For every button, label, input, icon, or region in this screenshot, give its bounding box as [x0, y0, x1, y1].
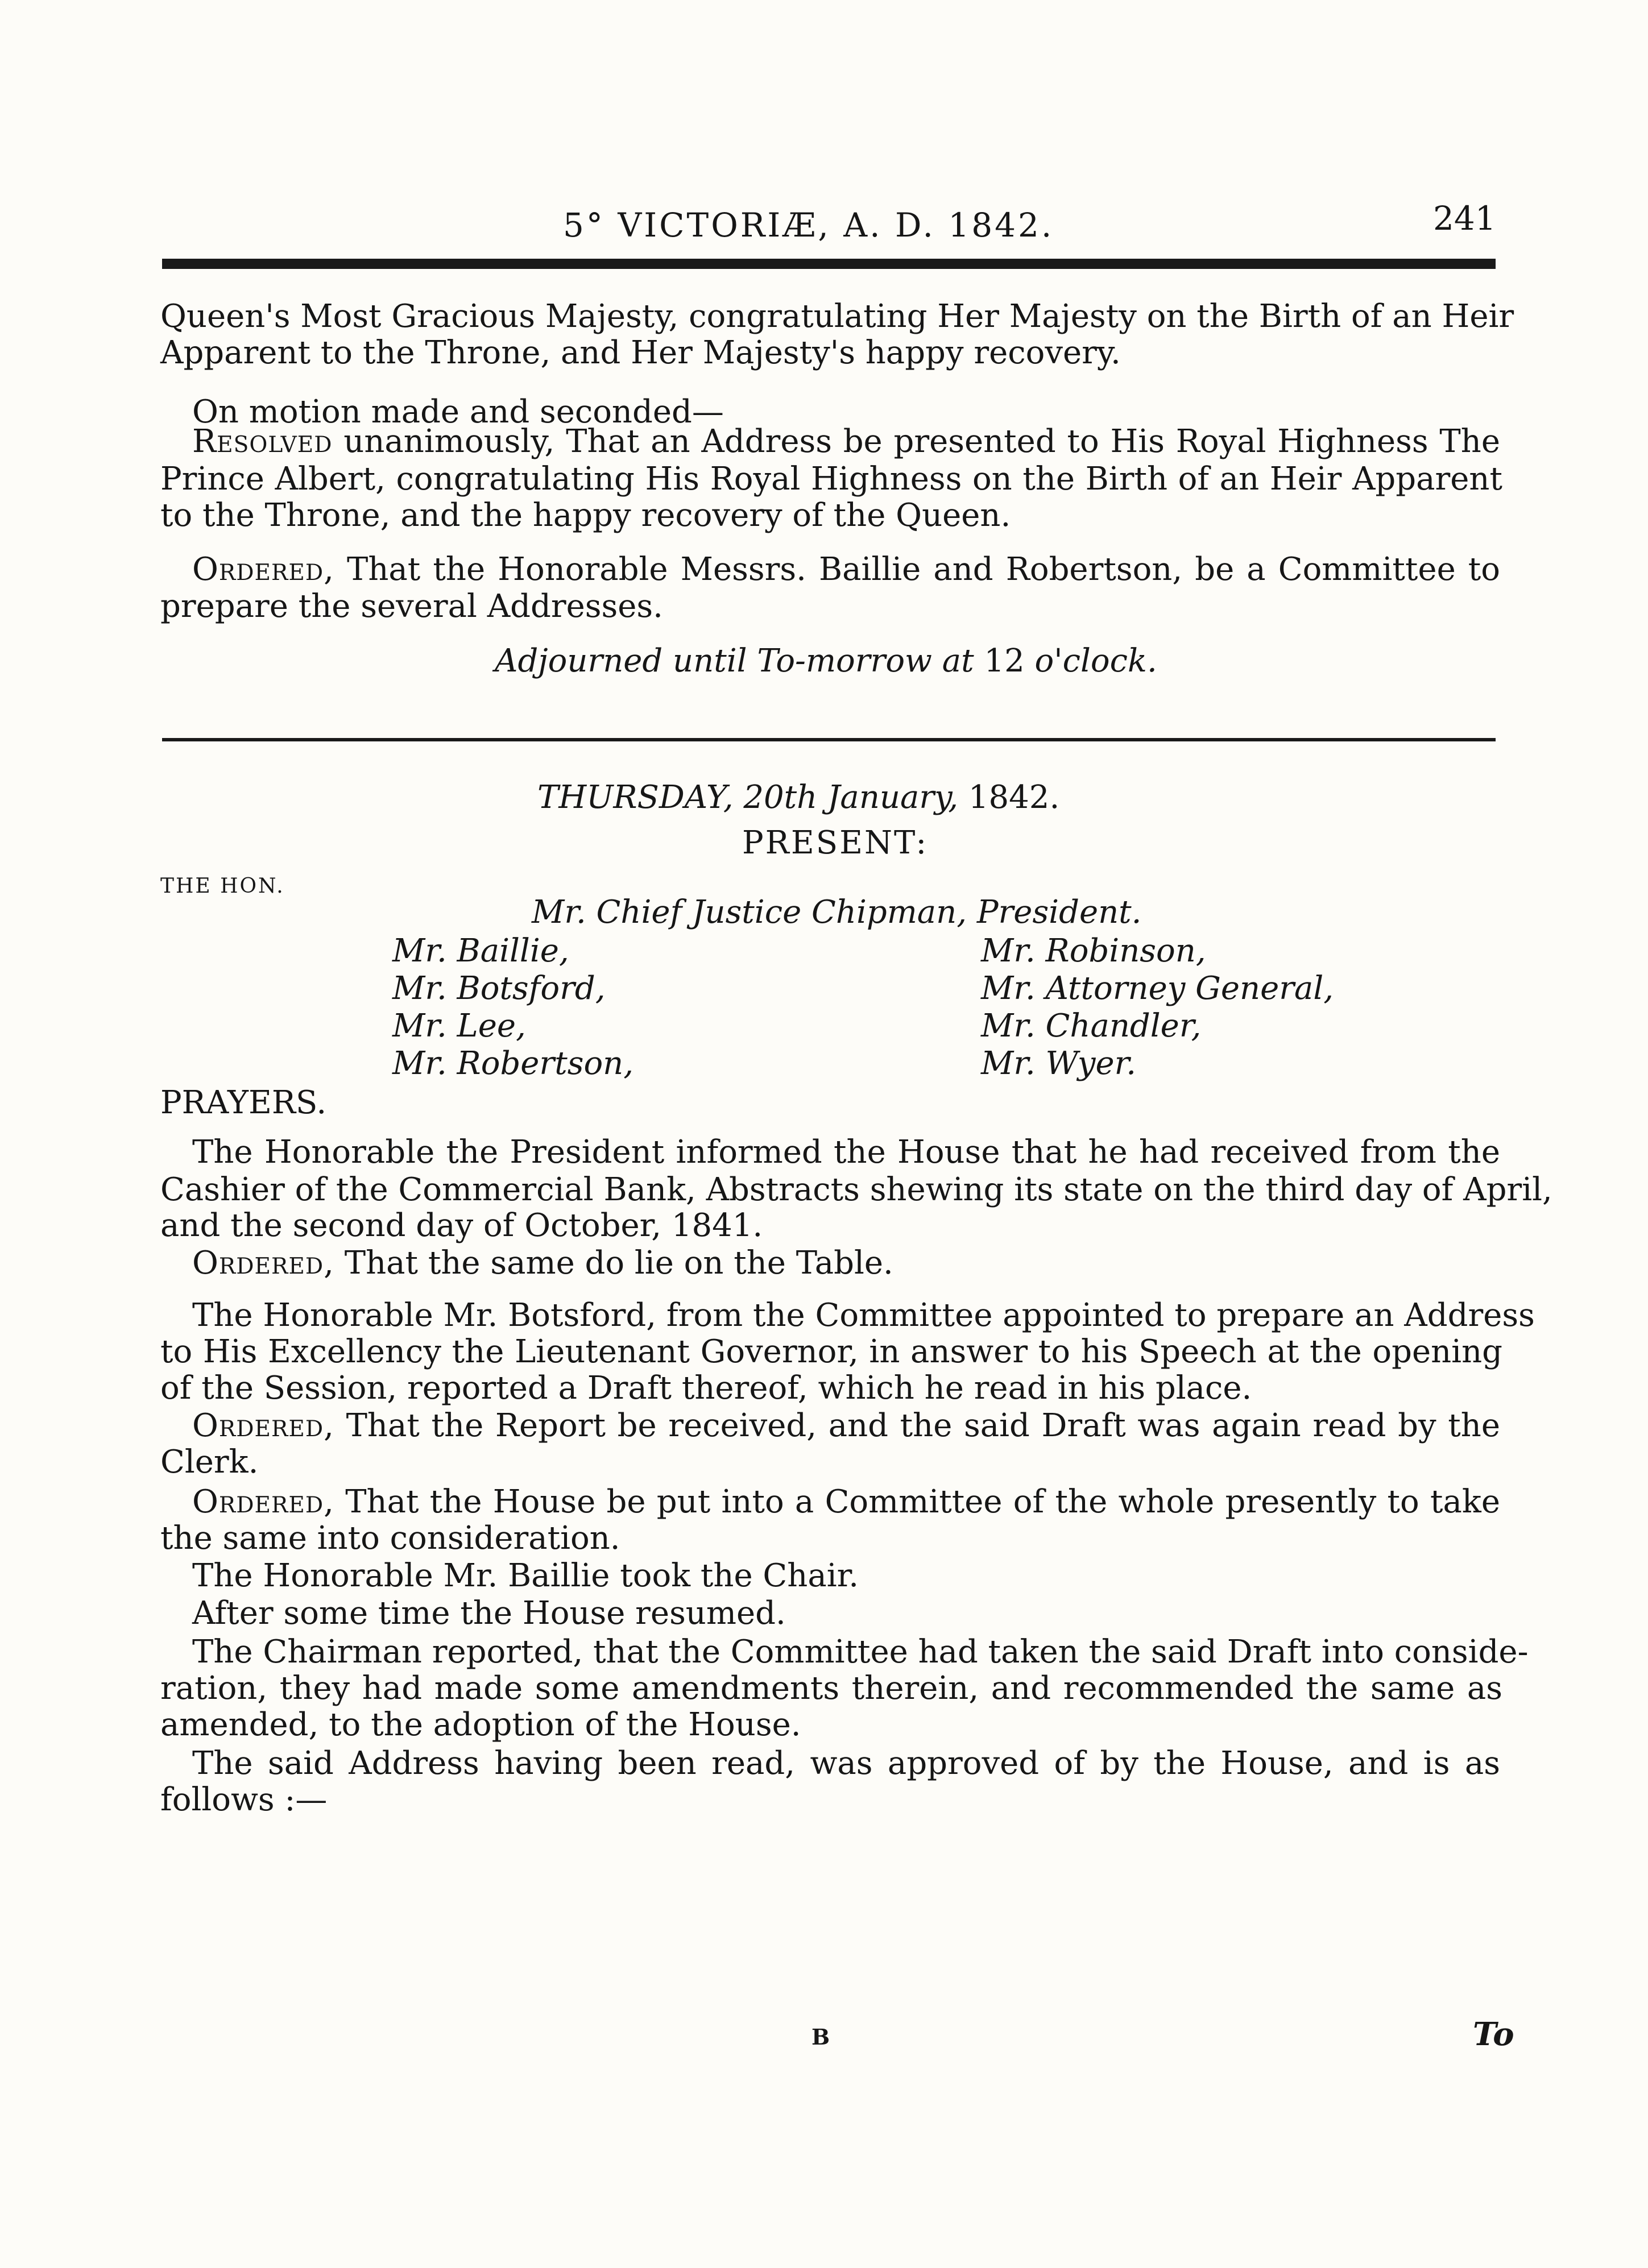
ordered-label: Ordered, [192, 1245, 334, 1282]
address-line-2: Apparent to the Throne, and Her Majesty's happy recovery. [160, 334, 1121, 371]
address-approved-line-2: follows :— [160, 1781, 328, 1818]
ordered-committee-whole-line-1: Ordered, That the House be put into a Committee of the whole presently to take [192, 1483, 1501, 1520]
page-number: 241 [1433, 199, 1496, 238]
ordered-committee-line-1: Ordered, That the Honorable Messrs. Baillie and Robertson, be a Committee to [192, 551, 1500, 588]
address-line-1: Queen's Most Gracious Majesty, congratulating Her Majesty on the Birth of an Heir [160, 298, 1514, 335]
ordered-label: Ordered, [192, 551, 334, 588]
botsford-line-1: The Honorable Mr. Botsford, from the Committee appointed to prepare an Address [192, 1297, 1535, 1334]
member-right-1: Mr. Robinson, [981, 932, 1206, 969]
motion-line: On motion made and seconded— [192, 393, 724, 430]
president-bank-line-2: Cashier of the Commercial Bank, Abstracts shewing its state on the third day of April, [160, 1171, 1552, 1208]
member-left-3: Mr. Lee, [392, 1007, 526, 1044]
president-line: Mr. Chief Justice Chipman, President. [532, 894, 1142, 931]
chairman-report-line-1: The Chairman reported, that the Committee had taken the said Draft into conside- [192, 1633, 1529, 1670]
member-left-2: Mr. Botsford, [392, 970, 606, 1007]
signature-mark: B [811, 2024, 832, 2050]
resolved-line-3: to the Throne, and the happy recovery of the Queen. [160, 497, 1011, 534]
resolved-line-2: Prince Albert, congratulating His Royal Highness on the Birth of an Heir Apparent [160, 461, 1502, 497]
sitting-date: THURSDAY, 20th January, 1842. [537, 779, 1060, 816]
ordered-committee-line-2: prepare the several Addresses. [160, 588, 663, 625]
member-right-2: Mr. Attorney General, [981, 970, 1334, 1007]
member-left-1: Mr. Baillie, [392, 932, 569, 969]
resolved-label: Resolved [192, 423, 333, 460]
resumed-line: After some time the House resumed. [192, 1595, 786, 1632]
chairman-report-line-3: amended, to the adoption of the House. [160, 1706, 801, 1743]
president-bank-line-1: The Honorable the President informed the House that he had received from the [192, 1134, 1500, 1171]
section-rule [162, 738, 1496, 741]
president-bank-line-3: and the second day of October, 1841. [160, 1207, 763, 1244]
botsford-line-2: to His Excellency the Lieutenant Governor, in answer to his Speech at the opening [160, 1333, 1502, 1370]
chairman-report-line-2: ration, they had made some amendments therein, and recommended the same as [160, 1670, 1502, 1707]
catchword: To [1473, 2016, 1514, 2053]
member-right-3: Mr. Chandler, [981, 1007, 1202, 1044]
the-hon-label: THE HON. [160, 874, 285, 898]
ordered-committee-whole-line-2: the same into consideration. [160, 1520, 620, 1557]
prayers-heading: PRAYERS. [160, 1084, 327, 1121]
member-right-4: Mr. Wyer. [981, 1045, 1137, 1082]
address-approved-line-1: The said Address having been read, was approved of by the House, and is as [192, 1745, 1500, 1782]
ordered-report-line-1: Ordered, That the Report be received, and the said Draft was again read by the [192, 1407, 1501, 1444]
present-heading: PRESENT: [742, 824, 929, 861]
running-header-title: 5° VICTORIÆ, A. D. 1842. [563, 206, 1054, 244]
chair-line: The Honorable Mr. Baillie took the Chair. [192, 1557, 859, 1594]
member-left-4: Mr. Robertson, [392, 1045, 634, 1082]
ordered-table-line: Ordered, That the same do lie on the Table. [192, 1245, 893, 1282]
ordered-report-line-2: Clerk. [160, 1444, 259, 1481]
ordered-label: Ordered, [192, 1407, 334, 1444]
botsford-line-3: of the Session, reported a Draft thereof, which he read in his place. [160, 1370, 1252, 1407]
resolved-line-1: Resolved unanimously, That an Address be presented to His Royal Highness The [192, 423, 1500, 460]
adjournment-line: Adjourned until To-morrow at 12 o'clock. [495, 642, 1157, 679]
ordered-label: Ordered, [192, 1483, 334, 1520]
header-rule [162, 259, 1496, 269]
